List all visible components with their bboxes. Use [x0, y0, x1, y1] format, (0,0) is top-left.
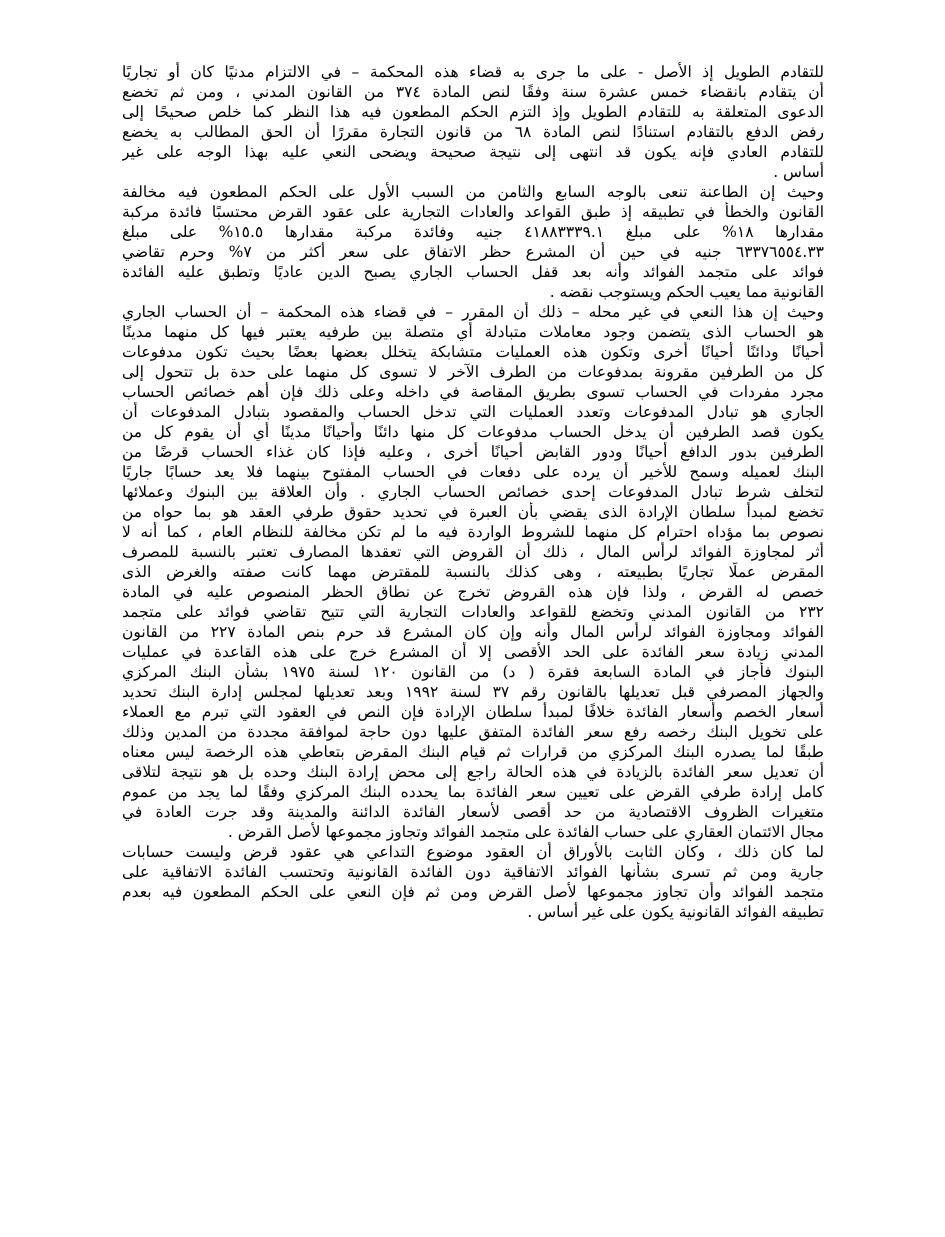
text-line: متغيرات الظروف الاقتصادية من حد أقصى لأسعار الفائدة الدائنة والمدينة وقد جرت العادة في [122, 803, 824, 821]
text-line: البنك لعميله وسمح للأخير أن يرده على دفعات في الحساب المفتوح بينهما فلا يعد حسابًا جاريًا [122, 463, 824, 481]
text-line: القانون والخطأ في تطبيقه إذ طبق القواعد والعادات التجارية على عقود القرض محتسبًا فائدة مركبة [122, 203, 824, 221]
text-line: البنوك فأجاز في المادة السابعة فقرة ( د) من القانون ١٢٠ لسنة ١٩٧٥ بشأن البنك المركزي [122, 663, 824, 681]
text-line: كل من الطرفين مقرونة بمدفوعات من الطرف الآخر لا تسوى كل منهما على حدة بل تتحول إلى [122, 363, 824, 381]
text-line: المقرض عملًا تجاريًا بطبيعته ، وهى كذلك بالنسبة للمقترض مهما كانت صفته والغرض الذى [122, 563, 824, 581]
text-line: فوائد على متجمد الفوائد وأنه بعد قفل الحساب الجاري يصبح الدين عاديًا وتطبق عليه الفائدة [122, 263, 824, 281]
text-line: الفوائد ومجاوزة الفوائد لرأس المال وأنه وإن كان المشرع قد حرم بنص المادة ٢٢٧ من القانون [122, 623, 824, 641]
text-line: المدني زيادة سعر الفائدة على الحد الأقصى إلا أن المشرع خرج على هذه القاعدة في عمليات [122, 643, 824, 661]
text-line: مقدارها ١٨% على مبلغ ٤١٨٨٣٣٣٩.١ جنيه وفائدة مركبة مقدارها ١٥.٥% على مبلغ [122, 223, 824, 241]
text-line: هو الحساب الذى يتضمن وجود معاملات متبادلة أي متصلة بين طرفيه يعتبر فيها كل منهما مدينًا [122, 323, 824, 341]
document-page [122, 62, 824, 922]
text-line: ٦٣٣٧٦٥٥٤.٣٣ جنيه في حين أن المشرع حظر الاتفاق على سعر أكثر من ٧% وحرم تقاضي [122, 243, 824, 261]
text-line: كامل إرادة طرفي القرض على تعيين سعر الفائدة بما يحدده البنك المركزي وفقًا لما يجد من عموم [122, 783, 824, 801]
text-line: أثر لمجاوزة الفوائد لرأس المال ، ذلك أن القروض التي تعقدها المصارف تعتبر بالنسبة للمصرف [122, 543, 824, 561]
text-line: أسعار الخصم وأسعار الفائدة خلافًا لمبدأ سلطان الإرادة فإن النص في العقود التي تبرم مع العملاء [122, 703, 824, 721]
text-line: متجمد الفوائد وأن تجاوز مجموعها لأصل القرض ومن ثم فإن النعي على الحكم المطعون فيه بعدم [122, 883, 824, 901]
text-line: للتقادم الطويل إذ الأصل - على ما جرى به قضاء هذه المحكمة – في الالتزام مدنيًا كان أو تجاريًا [122, 63, 824, 81]
text-line: يكون قصد الطرفين أن يدخل الحساب مدفوعات كل منها دائنًا وأحيانًا مدينًا أي أن يقوم كل من [122, 423, 824, 441]
text-line: رفض الدفع بالتقادم استنادًا لنص المادة ٦٨ من قانون التجارة مقررًا أن الحق المطالب به يخضع [122, 123, 824, 141]
text-line: ٢٣٢ من القانون المدني وتخضع للقواعد والعادات التجارية التي تتيح تقاضي فوائد على متجمد [122, 603, 824, 621]
text-line: جارية ومن ثم تسرى بشأنها الفوائد الاتفاقية دون الفائدة القانونية وتحتسب الفائدة الاتفاقية على [122, 863, 824, 881]
text-line: والجهاز المصرفي قبل تعديلها بالقانون رقم ٣٧ لسنة ١٩٩٢ وبعد تعديلها لمجلس إدارة البنك تحديد [122, 683, 824, 701]
text-line: مجرد مفردات في الحساب تسوى بطريق المقاصة في داخله وعلى ذلك فإن أهم خصائص الحساب [122, 383, 824, 401]
text-line: أن يتقادم بانقضاء خمس عشرة سنة وفقًا لنص المادة ٣٧٤ من القانون المدني ، ومن ثم تخضع [122, 83, 824, 101]
text-line: تخضع لمبدأ سلطان الإرادة الذى يقضي بأن العبرة في تحديد حقوق طرفي العقد هو بما حواه من [122, 503, 824, 521]
text-line: نصوص بما مؤداه احترام كل منهما للشروط الواردة فيه ما لم تكن مخالفة للنظام العام ، كما أنه لا [122, 523, 824, 541]
text-line: أن تعديل سعر الفائدة بالزيادة في هذه الحالة راجع إلى محض إرادة البنك وحده بل هو نتيجة لتلاقى [122, 763, 824, 781]
text-line: الجاري هو تبادل المدفوعات وتعدد العمليات التي تدخل الحساب والمقصود بتبادل المدفوعات أن [122, 403, 824, 421]
text-line: أساس . [773, 163, 824, 181]
paragraph-current-account [122, 302, 824, 842]
text-line: الدعوى المتعلقة به للتقادم الطويل وإذ التزم الحكم المطعون فيه هذا النظر كما خلص صحيحًا إلى [122, 103, 824, 121]
text-line: لما كان ذلك ، وكان الثابت بالأوراق أن العقود موضوع التداعي هي عقود قرض وليست حسابات [122, 843, 824, 861]
text-line: لتخلف شرط تبادل المدفوعات إحدى خصائص الحساب الجاري . وأن العلاقة بين البنوك وعملائها [122, 483, 824, 501]
text-line: على تخويل البنك رخصه رفع سعر الفائدة المتفق عليها دون حاجة لموافقة مجددة من المدين وذلك [122, 723, 824, 741]
text-line: للتقادم العادي فإنه يكون قد انتهى إلى نتيجة صحيحة ويضحى النعي عليه بهذا الوجه على غير [122, 143, 824, 161]
text-line: القانونية مما يعيب الحكم ويستوجب نقضه . [549, 283, 824, 301]
text-line: الطرفين بدور الدافع أحيانًا ودور القابض أحيانًا أخرى ، وعليه فإذا كان غذاء الحساب قرضًا من [122, 443, 824, 461]
paragraph-limitation [122, 62, 824, 182]
text-line: خصص له القرض ، ولذا فإن هذه القروض تخرج عن نطاق الحظر المنصوص عليه في المادة [122, 583, 824, 601]
text-line: وحيث إن هذا النعي في غير محله – ذلك أن المقرر – في قضاء هذه المحكمة – أن الحساب الجاري [122, 303, 824, 321]
paragraph-appeal-grounds [122, 182, 824, 302]
text-line: تطبيقه الفوائد القانونية يكون على غير أساس . [527, 903, 824, 921]
text-line: مجال الائتمان العقاري على حساب الفائدة على متجمد الفوائد وتجاوز مجموعها لأصل القرض . [227, 823, 824, 841]
paragraph-conclusion [122, 842, 824, 922]
text-line: وحيث إن الطاعنة تنعى بالوجه السابع والثامن من السبب الأول على الحكم المطعون فيه مخالفة [122, 183, 824, 201]
text-line: أحيانًا ودائنًا أحيانًا أخرى وتكون هذه العمليات متشابكة يتخلل بعضها بعضًا بحيث تكون مدفوعات [122, 343, 824, 361]
text-line: طبقًا لما يصدره البنك المركزي من قرارات ثم قيام البنك المقرض بتعاطي هذه الرخصة ليس معناه [122, 743, 824, 761]
